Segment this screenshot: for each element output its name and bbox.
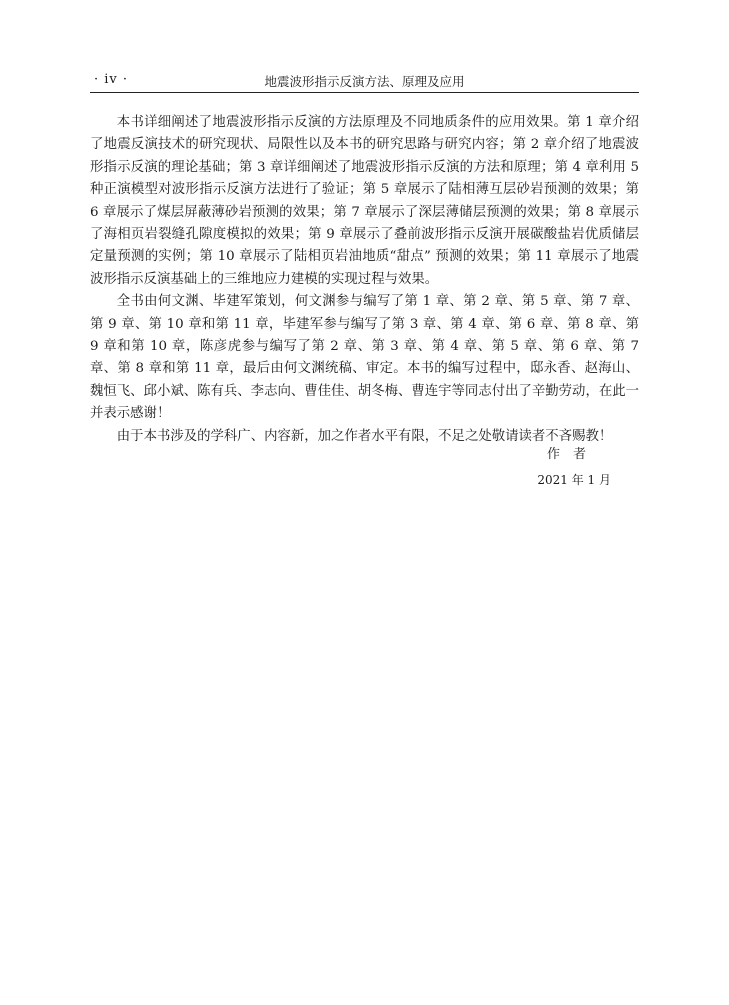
paragraph-authorship: 全书由何文渊、毕建军策划，何文渊参与编写了第 1 章、第 2 章、第 5 章、第 7 章、第 9 章、第 10 章和第 11 章，毕建军参与编写了第 3 章、第 4 章、第 6 章、第 8 章、第 9 章和第 10 章，陈彦虎参与编写了第 2 章、第 3 章、第 4 章、第 5 章、第 6 章、第 7 章、第 8 章和第 11 章，最后由何文渊统稿、审定。本书的编写过程中，邸永香、赵海山、魏恒飞、邱小斌、陈有兵、李志向、曹佳佳、胡冬梅、曹连宇等同志付出了辛勤劳动，在此一并表示感谢！ <box>90 294 640 422</box>
signature-author: 作者 <box>546 447 599 462</box>
page-number: · iv · <box>94 72 129 87</box>
running-title: 地震波形指示反演方法、原理及应用 <box>264 74 465 89</box>
paragraph-disclaimer: 由于本书涉及的学科广、内容新，加之作者水平有限，不足之处敬请读者不吝赐教！ <box>116 428 613 444</box>
signature-date: 2021 年 1 月 <box>537 473 611 487</box>
paragraph-contents-overview: 本书详细阐述了地震波形指示反演的方法原理及不同地质条件的应用效果。第 1 章介绍了地震反演技术的研究现状、局限性以及本书的研究思路与研究内容；第 2 章介绍了地震波形指示反演的理论基础；第 3 章详细阐述了地震波形指示反演的方法和原理；第 4 章利用 5 种正演模型对波形指示反演方法进行了验证；第 5 章展示了陆相薄互层砂岩预测的效果；第 6 章展示了煤层屏蔽薄砂岩预测的效果；第 7 章展示了深层薄储层预测的效果；第 8 章展示了海相页岩裂缝孔隙度模拟的效果；第 9 章展示了叠前波形指示反演开展碳酸盐岩优质储层定量预测的实例；第 10 章展示了陆相页岩油地质“甜点” 预测的效果；第 11 章展示了地震波形指示反演基础上的三维地应力建模的实现过程与效果。 <box>90 115 639 287</box>
running-header <box>90 70 639 93</box>
preface-body <box>90 112 639 448</box>
signature-block <box>90 445 639 489</box>
